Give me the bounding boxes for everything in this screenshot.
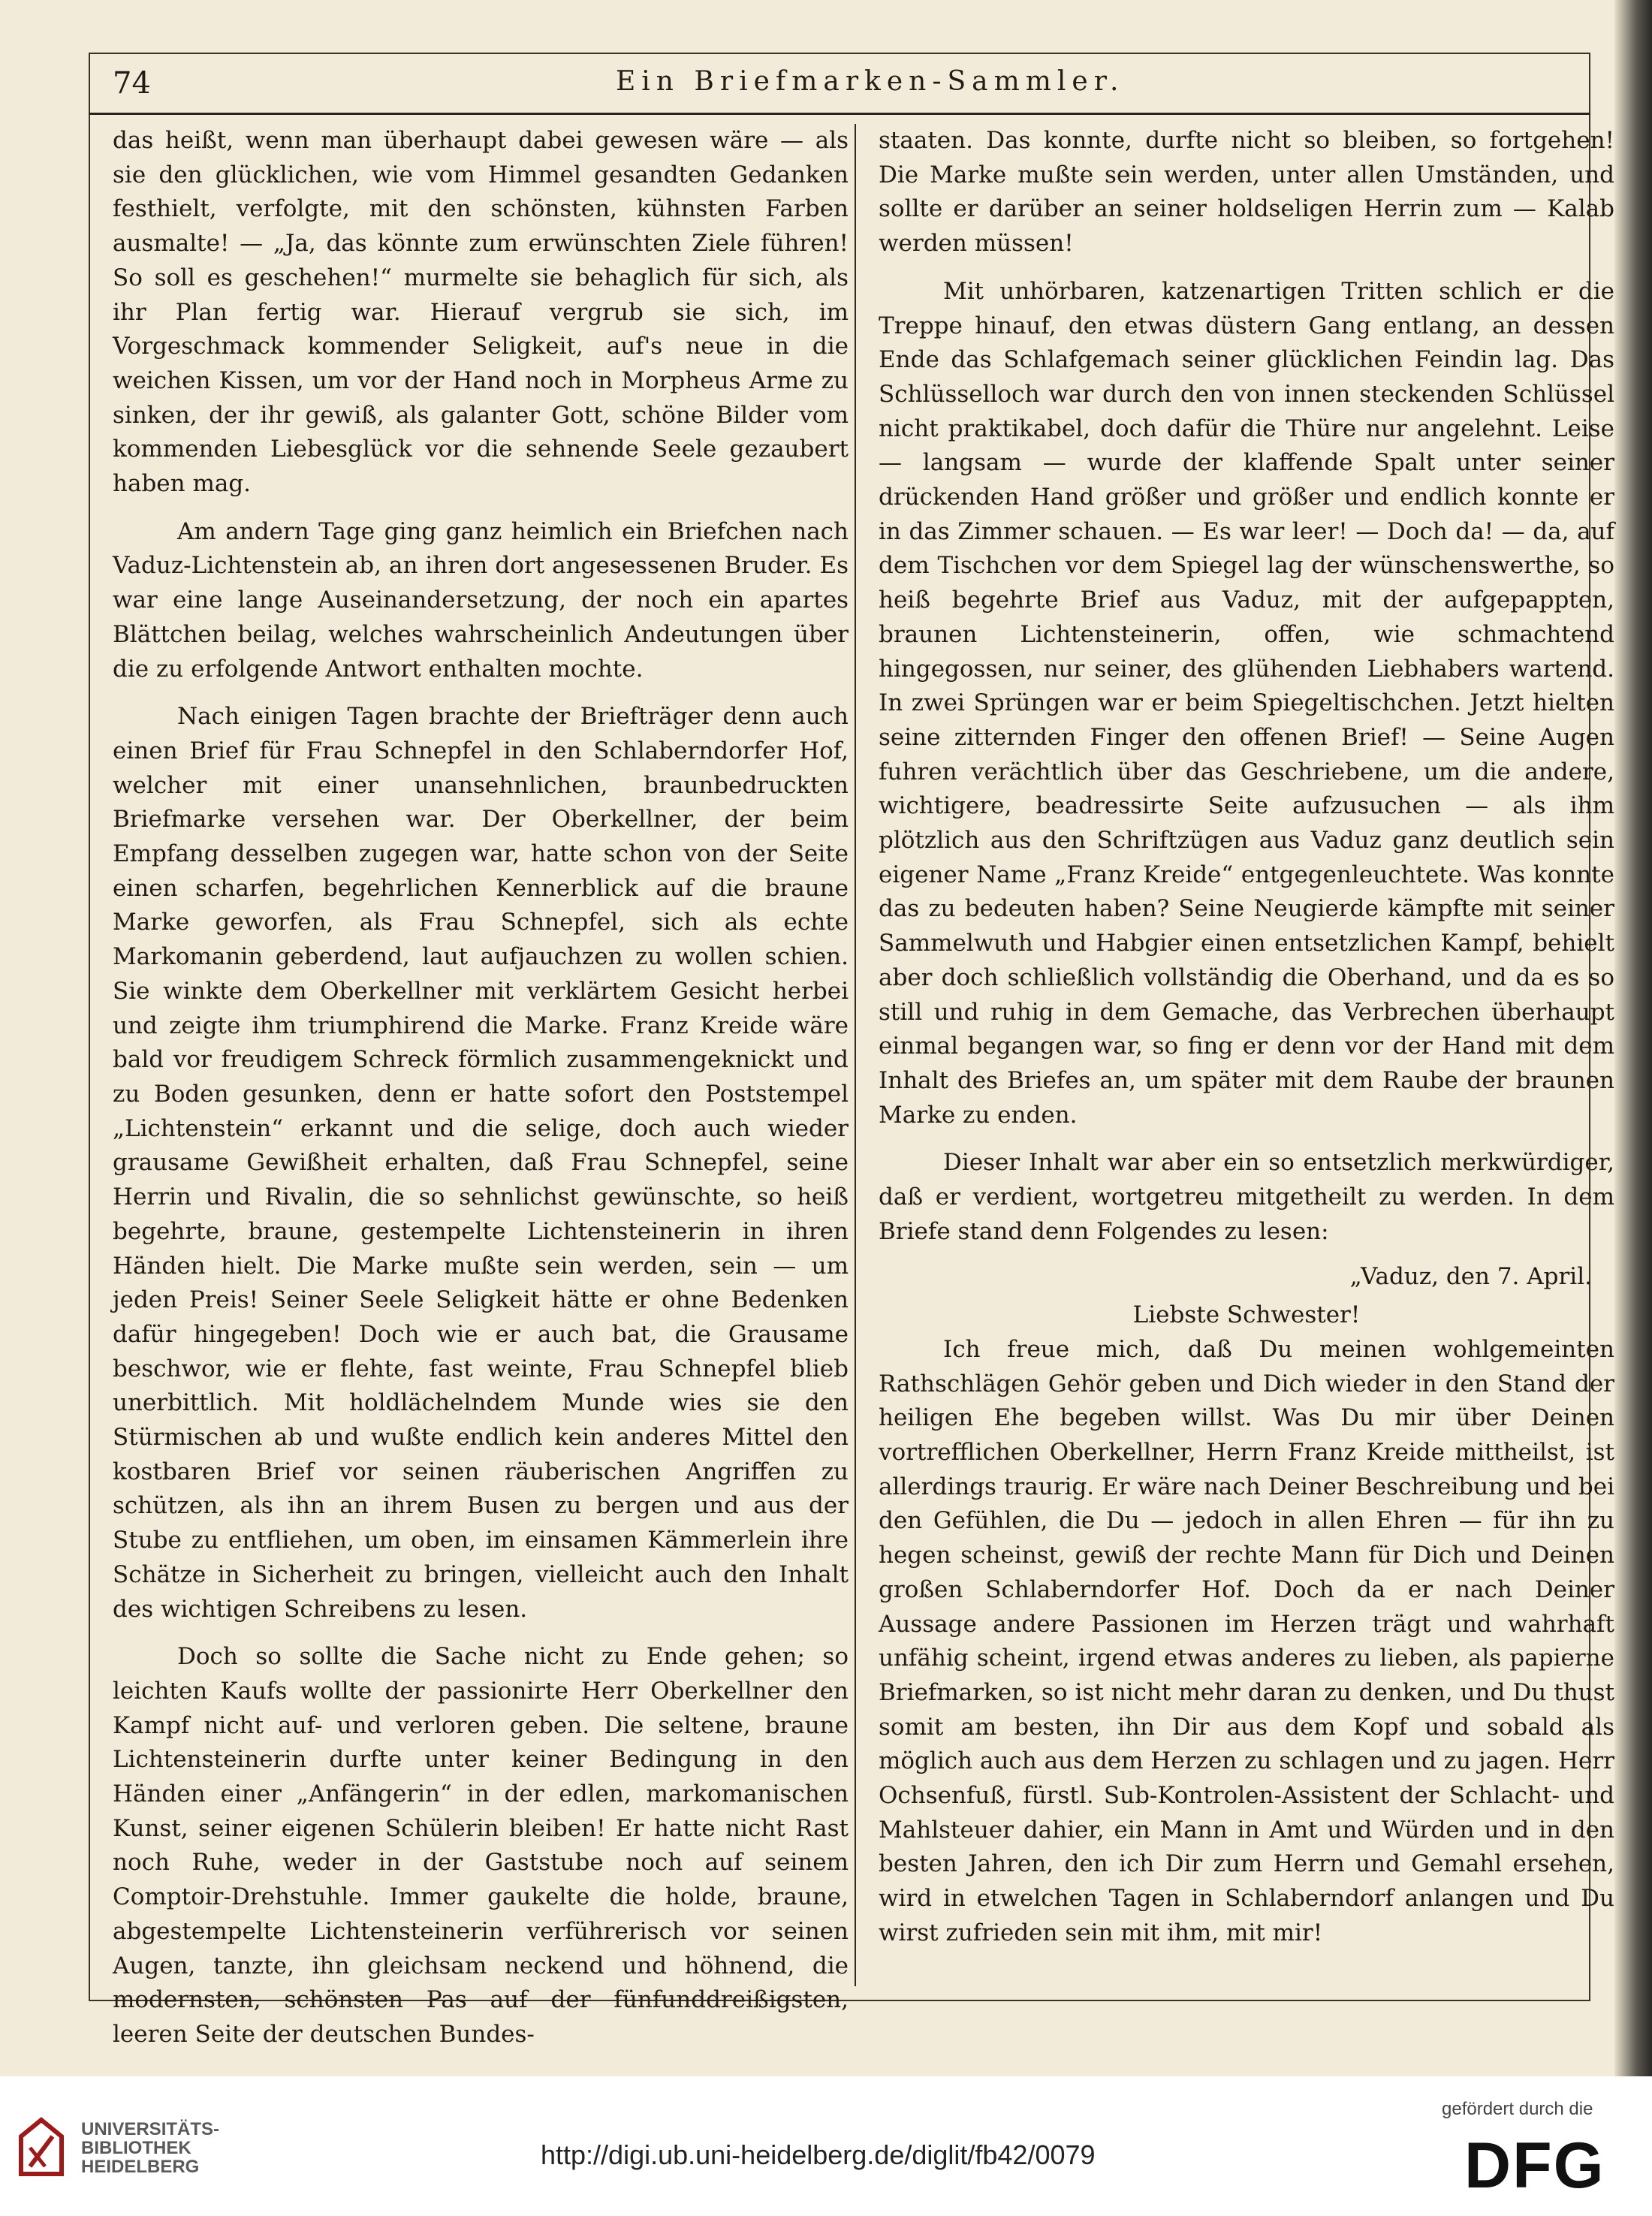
header-rule (89, 113, 1590, 115)
source-url-link[interactable]: http://digi.ub.uni-heidelberg.de/diglit/fb42/0079 (541, 2139, 1096, 2170)
book-spine-edge (1614, 0, 1652, 2076)
institution-line: HEIDELBERG (81, 2157, 200, 2177)
letter-salutation: Liebste Schwester! (1132, 1301, 1361, 1329)
column-divider (855, 124, 856, 1986)
left-column (113, 124, 849, 2052)
letter-date: „Vaduz, den 7. April. (1349, 1262, 1592, 1290)
institution-name (81, 2120, 219, 2176)
paragraph: staaten. Das konnte, durfte nicht so bleiben, so fortgehen! Die Marke mußte sein werden, unter allen Umständen, und sollte er darüber an seiner holdseligen Herrin zum — Kalab werden müssen! (879, 127, 1614, 258)
paragraph: Doch so sollte die Sache nicht zu Ende gehen; so leichten Kaufs wollte der passionirte Herr Oberkellner den Kampf nicht auf- und verloren geben. Die seltene, braune Lichtensteinerin durfte unter keiner Bedingung in den Händen einer „Anfängerin“ in der edlen, markomanischen Kunst, seiner eigenen Schülerin bleiben! Er hatte nicht Rast noch Ruhe, weder in der Gaststube noch auf seinem Comptoir-Drehstuhle. Immer gaukelte die holde, braune, abgestempelte Lichtensteinerin verführerisch vor seinen Augen, tanzte, ihn gleichsam neckend und höhnend, die modernsten, schönsten Pas auf der fünfunddreißigsten, leeren Seite der deutschen Bundes- (113, 1643, 849, 2048)
letter-body: Ich freue mich, daß Du meinen wohlgemeinten Rathschlägen Gehör geben und Dich wieder in den Stand der heiligen Ehe begeben willst. Was Du mir über Deinen vortrefflichen Oberkellner, Herrn Franz Kreide mittheilst, ist allerdings traurig. Er wäre nach Deiner Beschreibung und bei den Gefühlen, die Du — jedoch in allen Ehren — für ihn zu hegen scheinst, gewiß der rechte Mann für Dich und Deinen großen Schlaberndorfer Hof. Doch da er nach Deiner Aussage andere Passionen im Herzen trägt und wahrhaft unfähig scheint, irgend etwas anderes zu lieben, als papierne Briefmarken, so ist nicht mehr daran zu denken, und Du thust somit am besten, ihn Dir aus dem Kopf und sobald als möglich auch aus dem Herzen zu schlagen und zu jagen. Herr Ochsenfuß, fürstl. Sub-Kontrolen-Assistent der Schlacht- und Mahlsteuer dahier, ein Mann in Amt und Würden und in den besten Jahren, den ich Dir zum Herrn und Gemahl ersehen, wird in etwelchen Tagen in Schlaberndorf anlangen und Du wirst zufrieden sein mit ihm, mit mir! (879, 1335, 1614, 1946)
institution-line: BIBLIOTHEK (81, 2138, 191, 2158)
dfg-logo: DFG (1464, 2130, 1605, 2202)
funded-by-label: gefördert durch die (1442, 2099, 1593, 2119)
page-number: 74 (113, 66, 151, 101)
institution-line: UNIVERSITÄTS- (81, 2119, 220, 2139)
paragraph: Nach einigen Tagen brachte der Briefträger denn auch einen Brief für Frau Schnepfel in den Schlaberndorfer Hof, welcher mit einer unansehnlichen, braunbedruckten Briefmarke versehen war. Der Oberkellner, der beim Empfang desselben zugegen war, hatte schon von der Seite einen scharfen, begehrlichen Kennerblick auf die braune Marke geworfen, als Frau Schnepfel, sich als echte Markomanin geberdend, laut aufjauchzen zu wollen schien. Sie winkte dem Oberkellner mit verklärtem Gesicht herbei und zeigte ihm triumphirend die Marke. Franz Kreide wäre bald vor freudigem Schreck förmlich zusammengeknickt und zu Boden gesunken, denn er hatte sofort den Poststempel „Lichtenstein“ erkannt und die selige, doch auch wieder grausame Gewißheit erhalten, daß Frau Schnepfel, seine Herrin und Rivalin, die so sehnlichst gewünschte, so heiß begehrte, braune, gestempelte Lichtensteinerin in ihren Händen hielt. Die Marke mußte sein werden, sein — um jeden Preis! Seiner Seele Seligkeit hätte er ohne Bedenken dafür hingegeben! Doch wie er auch bat, die Grausame beschwor, wie er flehte, fast weinte, Frau Schnepfel blieb unerbittlich. Mit holdlächelndem Munde wies sie den Stürmischen ab und wußte endlich kein anderes Mittel den kostbaren Brief vor seinen räuberischen Angriffen zu schützen, als ihn an ihrem Busen zu bergen und aus der Stube zu entfliehen, um oben, im einsamen Kämmerlein ihre Schätze in Sicherheit zu bringen, vielleicht auch den Inhalt des wichtigen Schreibens zu lesen. (113, 703, 849, 1623)
footer-bar (0, 2076, 1652, 2216)
running-title: Ein Briefmarken-Sammler. (616, 66, 1125, 97)
right-column (879, 124, 1614, 1951)
university-library-logo-icon (15, 2114, 68, 2181)
paragraph: Mit unhörbaren, katzenartigen Tritten schlich er die Treppe hinauf, den etwas düstern Gang entlang, an dessen Ende das Schlafgemach seiner glücklichen Feindin lag. Das Schlüsselloch war durch den von innen steckenden Schlüssel nicht praktikabel, doch dafür die Thüre nur angelehnt. Leise — langsam — wurde der klaffende Spalt unter seiner drückenden Hand größer und größer und endlich konnte er in das Zimmer schauen. — Es war leer! — Doch da! — da, auf dem Tischchen vor dem Spiegel lag der wünschenswerthe, so heiß begehrte Brief aus Vaduz, mit der aufgepappten, braunen Lichtensteinerin, offen, wie schmachtend hingegossen, nur seiner, des glühenden Liebhabers wartend. In zwei Sprüngen war er beim Spiegeltischchen. Jetzt hielten seine zitternden Finger den offenen Brief! — Seine Augen fuhren verächtlich über das Geschriebene, um die andere, wichtigere, beadressirte Seite aufzusuchen — als ihm plötzlich aus den Schriftzügen aus Vaduz ganz deutlich sein eigener Name „Franz Kreide“ entgegenleuchtete. Was konnte das zu bedeuten haben? Seine Neugierde kämpfte mit seiner Sammelwuth und Habgier einen entsetzlichen Kampf, behielt aber doch schließlich vollständig die Oberhand, und da es so still und ruhig in dem Gemache, das Verbrechen überhaupt einmal begangen war, so fing er denn vor der Hand mit dem Inhalt des Briefes an, um später mit dem Raube der braunen Marke zu enden. (879, 277, 1614, 1129)
paragraph: das heißt, wenn man überhaupt dabei gewesen wäre — als sie den glücklichen, wie vom Himmel gesandten Gedanken festhielt, verfolgte, mit den schönsten, kühnsten Farben ausmalte! — „Ja, das könnte zum erwünschten Ziele führen! So soll es geschehen!“ murmelte sie behaglich für sich, als ihr Plan fertig war. Hierauf vergrub sie sich, im Vorgeschmack kommender Seligkeit, auf's neue in die weichen Kissen, um vor der Hand noch in Morpheus Arme zu sinken, der ihr gewiß, als galanter Gott, schöne Bilder vom kommenden Liebesglück vor die sehnende Seele gezaubert haben mag. (113, 127, 849, 498)
paragraph: Dieser Inhalt war aber ein so entsetzlich merkwürdiger, daß er verdient, wortgetreu mitgetheilt zu werden. In dem Briefe stand denn Folgendes zu lesen: (879, 1149, 1614, 1245)
paragraph: Am andern Tage ging ganz heimlich ein Briefchen nach Vaduz-Lichtenstein ab, an ihren dort angesessenen Bruder. Es war eine lange Auseinandersetzung, der noch ein apartes Blättchen beilag, welches wahrscheinlich Andeutungen über die zu erfolgende Antwort enthalten mochte. (113, 517, 849, 683)
